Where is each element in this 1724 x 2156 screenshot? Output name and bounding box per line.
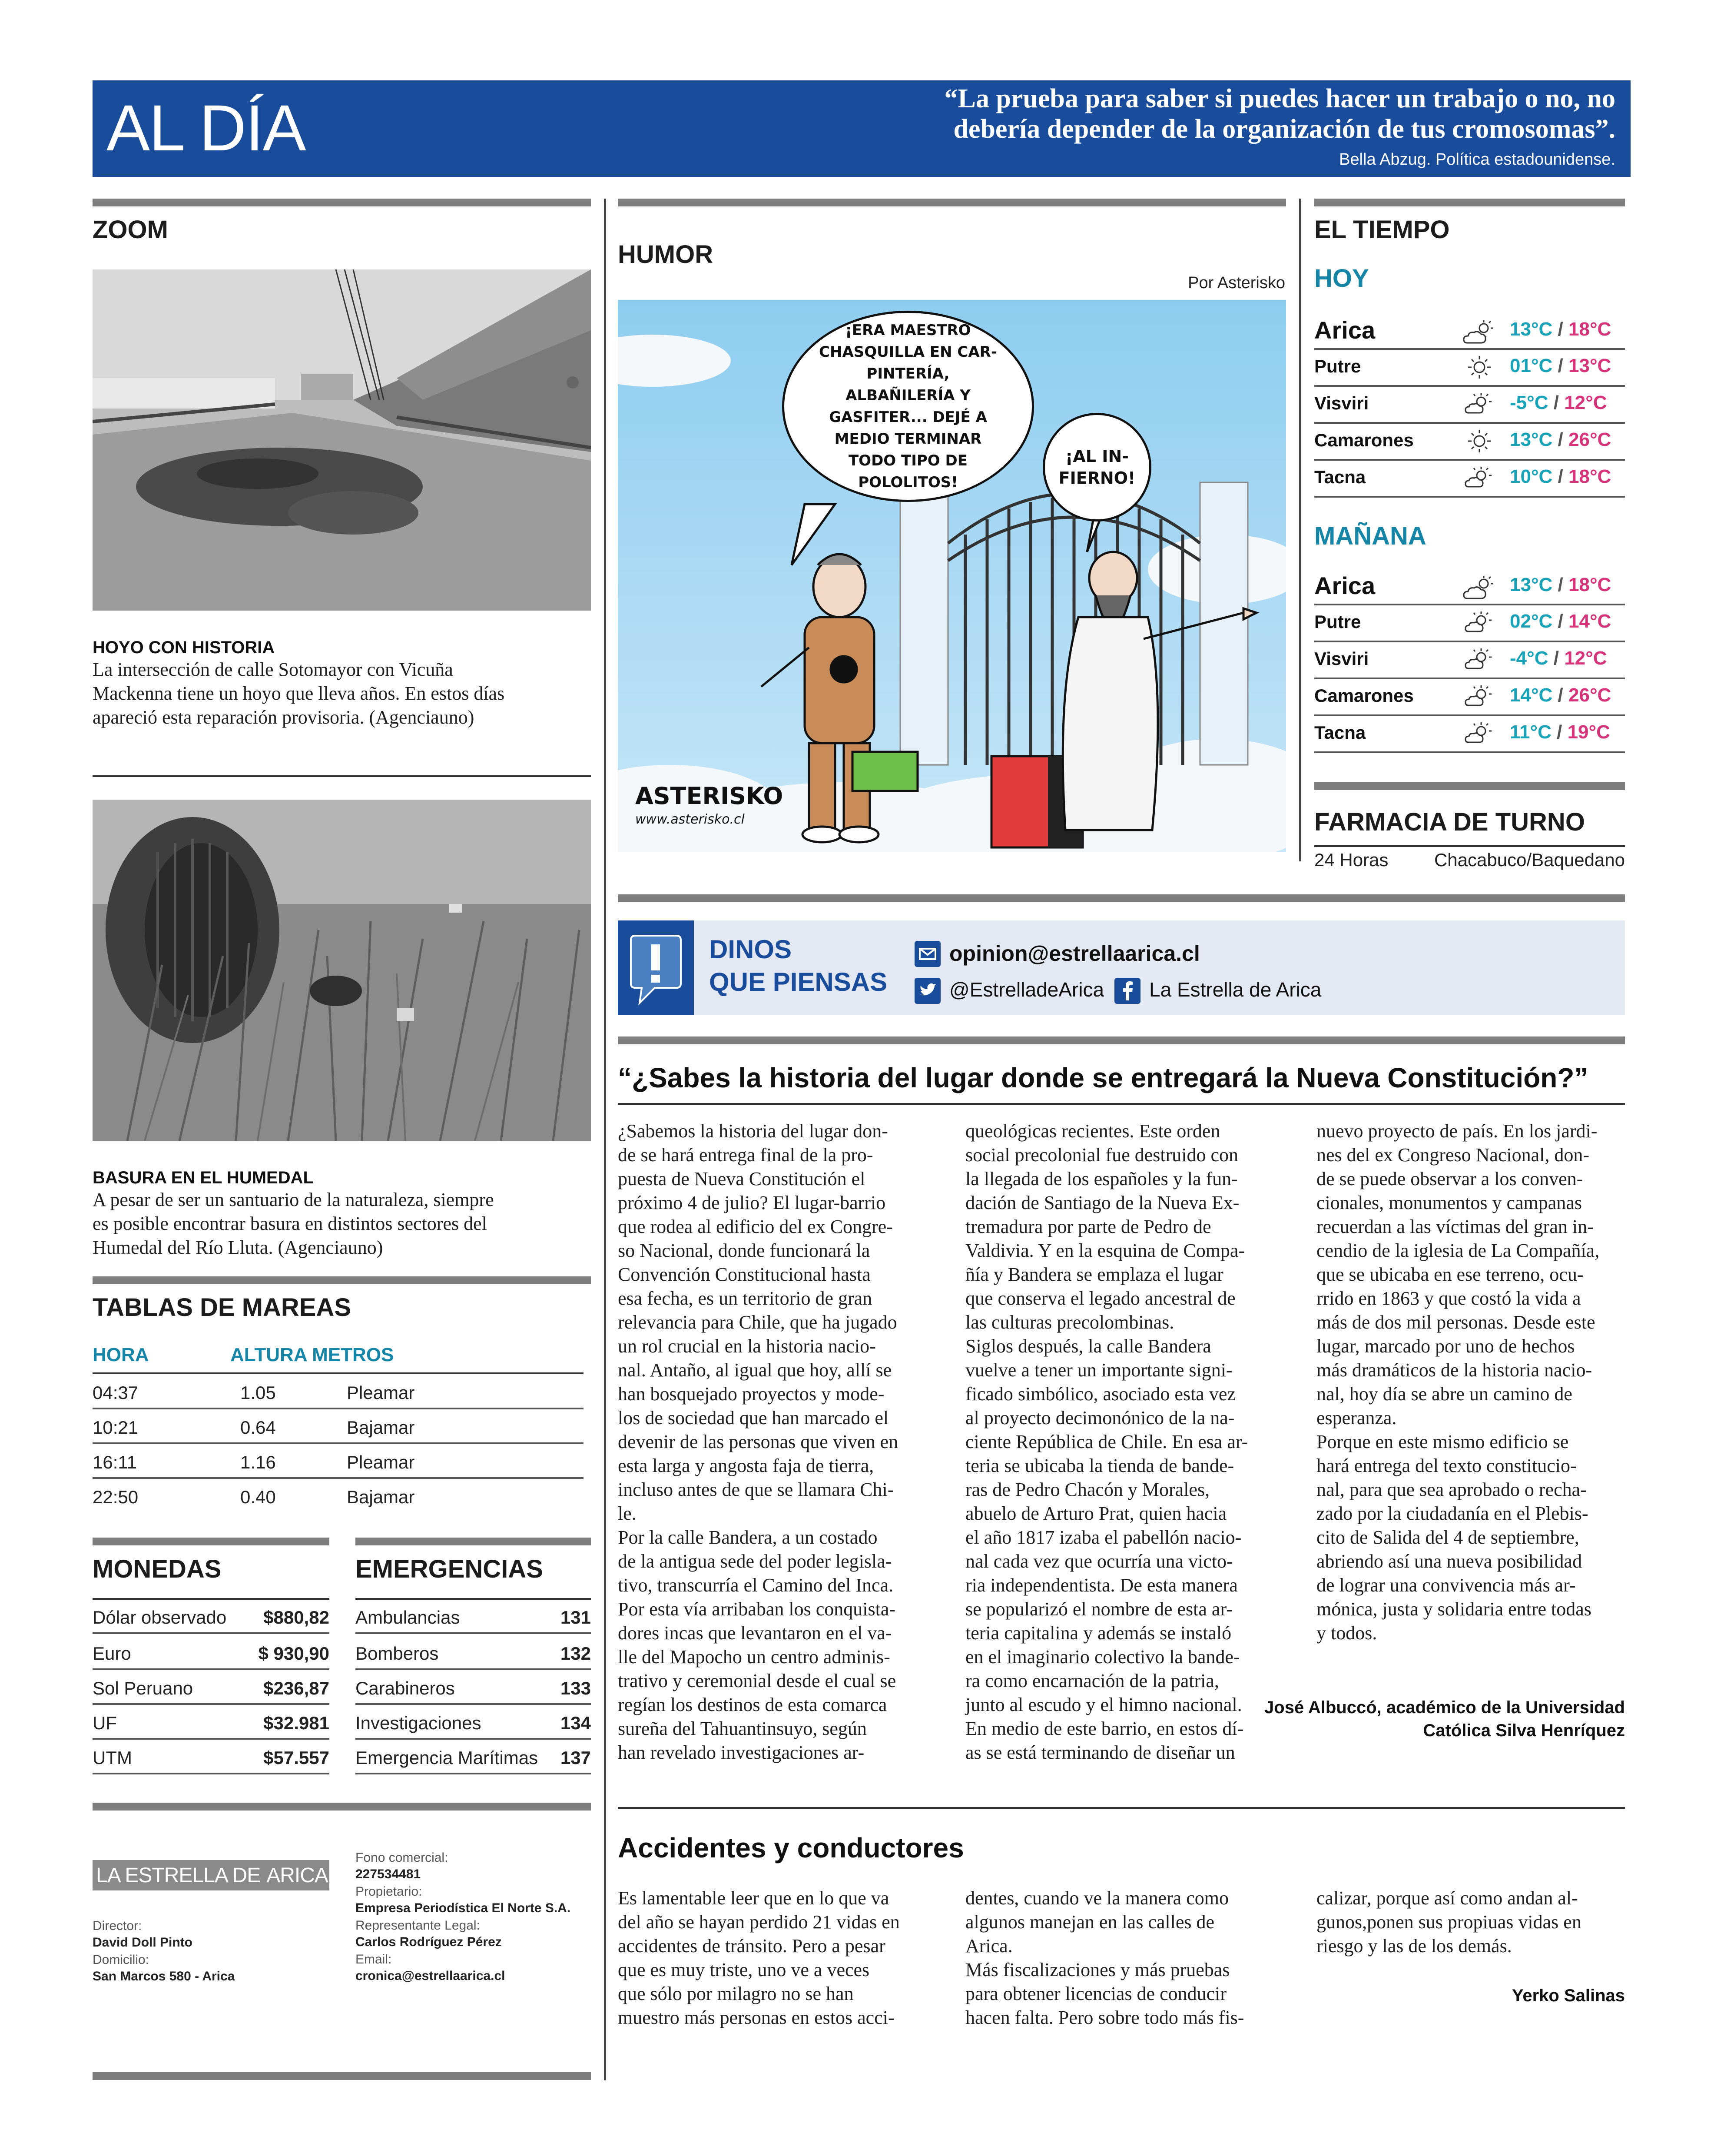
- text-line: devenir de las personas que viven en: [618, 1431, 898, 1452]
- text-line: cendio de la iglesia de La Compañía,: [1316, 1240, 1600, 1261]
- monedas-row: Sol Peruano $236,87: [93, 1670, 329, 1705]
- weather-city: Tacna: [1314, 467, 1366, 487]
- monedas-row: UF $32.981: [93, 1705, 329, 1740]
- temp-max: 18°C: [1568, 574, 1611, 595]
- text-line: cito de Salida del 4 de septiembre,: [1316, 1527, 1579, 1548]
- mareas-col-hora: HORA: [93, 1344, 149, 1365]
- weather-row: [1314, 679, 1625, 716]
- text-line: que conserva el legado ancestral de: [965, 1288, 1236, 1309]
- text-line: vuelve a tener un importante signi-: [965, 1359, 1233, 1381]
- text-line: próximo 4 de julio? El lugar-barrio: [618, 1192, 886, 1213]
- dinos-facebook[interactable]: La Estrella de Arica: [1149, 978, 1322, 1001]
- text-line: la llegada de los españoles y la fun-: [965, 1168, 1238, 1189]
- zoom-item1-title: HOYO CON HISTORIA: [93, 638, 275, 657]
- text-line: Siglos después, la calle Bandera: [965, 1335, 1211, 1357]
- temp-max: 26°C: [1568, 429, 1611, 450]
- text-line: esa fecha, es un territorio de gran: [618, 1288, 872, 1309]
- text-line: ¿Sabemos la historia del lugar don-: [618, 1120, 888, 1142]
- cartoon-signature: ASTERISKO: [635, 782, 783, 810]
- masthead-top-rule: [93, 1803, 591, 1811]
- weather-row: [1314, 350, 1625, 387]
- email-value: cronica@estrellaarica.cl: [355, 1969, 505, 1983]
- section-title: AL DÍA: [106, 91, 305, 164]
- monedas-top-rule: [93, 1538, 329, 1545]
- text-line: las culturas precolombinas.: [965, 1312, 1174, 1333]
- zoom-top-rule: [93, 199, 591, 206]
- temp-min: 13°C: [1510, 574, 1553, 595]
- text-line: han revelado investigaciones ar-: [618, 1742, 865, 1763]
- text-line: Es lamentable leer que en lo que va: [618, 1887, 889, 1909]
- text-line: nal, para que sea aprobado o recha-: [1316, 1479, 1587, 1500]
- monedas-title: MONEDAS: [93, 1555, 222, 1583]
- emergencias-title: EMERGENCIAS: [355, 1555, 543, 1583]
- text-line: esta larga y angosta faja de tierra,: [618, 1455, 874, 1476]
- zoom-divider: [93, 775, 591, 777]
- temp-min: 13°C: [1510, 319, 1553, 340]
- column-top-rule: [618, 1036, 1625, 1044]
- farmacia-location: Chacabuco/Baquedano: [1434, 850, 1625, 870]
- text-line: so Nacional, donde funcionará la: [618, 1240, 870, 1261]
- text-line: sureña del Tahuantinsuyo, según: [618, 1718, 867, 1739]
- temp-max: 18°C: [1568, 466, 1611, 487]
- letter-text-col1: [618, 1886, 948, 2030]
- text-line: los de sociedad que han marcado el: [618, 1407, 889, 1428]
- text-line: que se ubicaba en ese terreno, ocu-: [1316, 1264, 1584, 1285]
- weather-city: Arica: [1314, 572, 1376, 599]
- fono-label: Fono comercial:: [355, 1850, 448, 1865]
- zoom-title: ZOOM: [93, 216, 168, 244]
- weather-city: Camarones: [1314, 430, 1414, 450]
- column-separator-right: [1299, 199, 1301, 861]
- text-line: calizar, porque así como andan al-: [1316, 1887, 1578, 1909]
- sun-cloud-icon: [1462, 391, 1497, 417]
- emergencias-top-rule: [355, 1538, 591, 1545]
- weather-row: [1314, 642, 1625, 679]
- text-line: queológicas recientes. Este orden: [965, 1120, 1220, 1142]
- text-line: gunos,ponen sus propiuas vidas en: [1316, 1911, 1581, 1933]
- text-line: que es muy triste, uno ve a veces: [618, 1959, 870, 1980]
- temp-min: -5°C: [1510, 392, 1548, 413]
- weather-row: [1314, 605, 1625, 642]
- text-line: accidentes de tránsito. Pero a pesar: [618, 1935, 885, 1957]
- propietario-label: Propietario:: [355, 1884, 422, 1899]
- column-separator-left: [604, 199, 606, 2080]
- text-line: el año 1817 izaba el pabellón nacio-: [965, 1527, 1242, 1548]
- dinos-email[interactable]: opinion@estrellaarica.cl: [949, 941, 1200, 966]
- mareas-row: 10:21 0.64 Bajamar: [93, 1409, 584, 1444]
- text-line: as se está terminando de diseñar un: [965, 1742, 1235, 1763]
- mareas-row: 16:11 1.16 Pleamar: [93, 1444, 584, 1479]
- text-line: ra como encarnación de la patria,: [965, 1670, 1219, 1691]
- email-label: Email:: [355, 1952, 392, 1967]
- zoom-item2-title: BASURA EN EL HUMEDAL: [93, 1168, 314, 1187]
- cartoon-speech-bubble-angel: ¡AL IN-FIERNO!: [1043, 413, 1151, 522]
- sun-icon: [1462, 354, 1497, 380]
- text-line: Porque en este mismo edificio se: [1316, 1431, 1569, 1452]
- text-line: ciente República de Chile. En esa ar-: [965, 1431, 1248, 1452]
- weather-city: Putre: [1314, 611, 1361, 632]
- tiempo-top-rule: [1314, 199, 1625, 206]
- farmacia-rule: [1314, 845, 1625, 847]
- text-line: tivo, transcurría el Camino del Inca.: [618, 1575, 894, 1596]
- column-text-col1: [618, 1119, 948, 1764]
- column-title-rule: [618, 1103, 1625, 1105]
- text-line: tremadura por parte de Pedro de: [965, 1216, 1211, 1237]
- letter-title: Accidentes y conductores: [618, 1832, 964, 1864]
- text-line: algunos manejan en las calles de: [965, 1911, 1215, 1933]
- text-line: que rodea al edificio del ex Congre-: [618, 1216, 893, 1237]
- sun-cloud-icon: [1462, 610, 1497, 636]
- column-author-line2: Católica Silva Henríquez: [1423, 1721, 1625, 1740]
- mareas-title: TABLAS DE MAREAS: [93, 1293, 351, 1322]
- text-line: lugar, marcado por uno de hechos: [1316, 1335, 1575, 1357]
- letter-text-col2: [965, 1886, 1296, 2030]
- humor-byline: Por Asterisko: [1188, 274, 1285, 292]
- text-line: junto al escudo y el himno nacional.: [965, 1694, 1242, 1715]
- sun-cloud-icon: [1462, 721, 1497, 747]
- text-line: que sólo por milagro no se han: [618, 1983, 854, 2004]
- sun-icon: [1462, 428, 1497, 454]
- temp-max: 19°C: [1567, 721, 1610, 743]
- text-line: del año se hayan perdido 21 vidas en: [618, 1911, 900, 1933]
- weather-city: Arica: [1314, 316, 1376, 344]
- text-line: ficado simbólico, asociado esta vez: [965, 1383, 1236, 1405]
- domicilio-value: San Marcos 580 - Arica: [93, 1969, 235, 1983]
- header-quote-line2: debería depender de la organización de tus cromosomas”.: [953, 114, 1615, 144]
- text-line: Valdivia. Y en la esquina de Compa-: [965, 1240, 1245, 1261]
- legal-value: Carlos Rodríguez Pérez: [355, 1935, 502, 1949]
- text-line: Convención Constitucional hasta: [618, 1264, 871, 1285]
- text-line: puesta de Nueva Constitución el: [618, 1168, 865, 1189]
- humor-title: HUMOR: [618, 240, 713, 269]
- text-line: se popularizó el nombre de esta ar-: [965, 1598, 1233, 1620]
- tiempo-hoy-label: HOY: [1314, 264, 1369, 292]
- weather-row: [1314, 306, 1625, 350]
- tiempo-manana-label: MAÑANA: [1314, 522, 1426, 550]
- text-line: incluso antes de que se llamara Chi-: [618, 1479, 894, 1500]
- weather-temp: 02°C / 14°C: [1510, 611, 1611, 632]
- text-line: relevancia para Chile, que ha jugado: [618, 1312, 897, 1333]
- weather-temp: 13°C / 18°C: [1510, 574, 1611, 595]
- mareas-row: 04:37 1.05 Pleamar: [93, 1375, 584, 1409]
- weather-row: [1314, 424, 1625, 461]
- weather-city: Putre: [1314, 356, 1361, 376]
- text-line: hacen falta. Pero sobre todo más fis-: [965, 2007, 1244, 2028]
- header-quote-line1: “La prueba para saber si puedes hacer un trabajo o no, no: [944, 84, 1615, 113]
- weather-row: [1314, 716, 1625, 753]
- text-line: muestro más personas en estos acci-: [618, 2007, 895, 2028]
- text-line: nuevo proyecto de país. En los jardi-: [1316, 1120, 1598, 1142]
- letter-top-rule: [618, 1807, 1625, 1809]
- weather-temp: 13°C / 18°C: [1510, 319, 1611, 340]
- text-line: un rol crucial en la historia nacio-: [618, 1335, 876, 1357]
- weather-row: [1314, 461, 1625, 498]
- text-line: cionales, monumentos y campanas: [1316, 1192, 1582, 1213]
- text-line: en el imaginario colectivo la bande-: [965, 1646, 1240, 1668]
- temp-max: 18°C: [1568, 319, 1611, 340]
- text-line: han bosquejado proyectos y mode-: [618, 1383, 885, 1405]
- text-line: trativo y ceremonial desde el cual se: [618, 1670, 896, 1691]
- text-line: ria independentista. De esta manera: [965, 1575, 1238, 1596]
- weather-city: Visviri: [1314, 393, 1369, 413]
- sun-cloud-icon: [1462, 465, 1497, 491]
- text-line: más de dos mil personas. Desde este: [1316, 1312, 1595, 1333]
- cartoon-speech-bubble-worker: ¡ERA MAESTRO CHASQUILLA EN CAR-PINTERÍA, ALBAÑILERÍA Y GASFITER... DEJÉ A MEDIO TERMINAR TODO TIPO DE POLOLITOS!: [782, 311, 1034, 502]
- text-line: más dramáticos de la historia nacio-: [1316, 1359, 1592, 1381]
- text-line: Más fiscalizaciones y más pruebas: [965, 1959, 1230, 1980]
- fono-value: 227534481: [355, 1867, 421, 1881]
- weather-temp: -4°C / 12°C: [1510, 648, 1607, 669]
- tiempo-title: EL TIEMPO: [1314, 216, 1450, 244]
- text-line: ras de Pedro Chacón y Morales,: [965, 1479, 1210, 1500]
- text-line: abuelo de Arturo Prat, quien hacia: [965, 1503, 1227, 1524]
- weather-city: Tacna: [1314, 722, 1366, 743]
- weather-temp: -5°C / 12°C: [1510, 392, 1607, 413]
- emergencias-row: Ambulancias 131: [355, 1599, 591, 1634]
- mareas-top-rule: [93, 1276, 591, 1284]
- text-line: En medio de este barrio, en estos dí-: [965, 1718, 1244, 1739]
- wetland-trash-photo: [93, 800, 591, 1141]
- director-label: Director:: [93, 1919, 142, 1933]
- mareas-col-altura: ALTURA METROS: [230, 1344, 394, 1365]
- header-quote-author: Bella Abzug. Política estadounidense.: [1339, 150, 1615, 169]
- dinos-twitter[interactable]: @EstrelladeArica: [949, 978, 1104, 1001]
- text-line: esperanza.: [1316, 1407, 1397, 1428]
- weather-temp: 10°C / 18°C: [1510, 466, 1611, 487]
- monedas-row: Euro $ 930,90: [93, 1635, 329, 1670]
- farmacia-hours: 24 Horas: [1314, 850, 1389, 870]
- text-line: de se puede observar a los conven-: [1316, 1168, 1583, 1189]
- text-line: de la antigua sede del poder legisla-: [618, 1551, 892, 1572]
- domicilio-label: Domicilio:: [93, 1953, 149, 1967]
- text-line: nal cada vez que ocurría una victo-: [965, 1551, 1233, 1572]
- text-line: dentes, cuando ve la manera como: [965, 1887, 1229, 1909]
- weather-temp: 01°C / 13°C: [1510, 355, 1611, 376]
- text-line: para obtener licencias de conducir: [965, 1983, 1227, 2004]
- text-line: nal, hoy día se abre un camino de: [1316, 1383, 1572, 1405]
- text-line: ñía y Bandera se emplaza el lugar: [965, 1264, 1223, 1285]
- text-line: Arica.: [965, 1935, 1013, 1957]
- text-line: teria capitalina y además se instaló: [965, 1622, 1232, 1644]
- emergencias-row: Emergencia Marítimas 137: [355, 1740, 591, 1774]
- text-line: riesgo y las de los demás.: [1316, 1935, 1512, 1957]
- text-line: teria se ubicaba la tienda de bande-: [965, 1455, 1234, 1476]
- text-line: nes del ex Congreso Nacional, don-: [1316, 1144, 1590, 1166]
- text-line: regían los destinos de esta comarca: [618, 1694, 887, 1715]
- farmacia-top-rule: [1314, 782, 1625, 790]
- temp-min: -4°C: [1510, 648, 1548, 669]
- temp-max: 26°C: [1568, 684, 1611, 706]
- letter-author: Yerko Salinas: [1512, 1986, 1625, 2005]
- emergencias-row: Bomberos 132: [355, 1635, 591, 1670]
- dinos-line2: QUE PIENSAS: [709, 967, 888, 997]
- text-line: Por la calle Bandera, a un costado: [618, 1527, 878, 1548]
- farmacia-title: FARMACIA DE TURNO: [1314, 808, 1585, 836]
- column-author-line1: José Albuccó, académico de la Universidad: [1264, 1698, 1625, 1717]
- temp-max: 13°C: [1568, 355, 1611, 376]
- letter-text-col3: [1316, 1886, 1625, 1958]
- temp-min: 01°C: [1510, 355, 1553, 376]
- newspaper-logo: LA ESTRELLA DE ARICA: [93, 1860, 329, 1890]
- legal-label: Representante Legal:: [355, 1918, 480, 1933]
- text-line: recuerdan a las víctimas del gran in-: [1316, 1216, 1594, 1237]
- text-line: nal. Antaño, al igual que hoy, allí se: [618, 1359, 892, 1381]
- mareas-row: 22:50 0.40 Bajamar: [93, 1487, 415, 1507]
- page-bottom-rule: [93, 2072, 591, 2080]
- text-line: de se hará entrega final de la pro-: [618, 1144, 873, 1166]
- text-line: dores incas que levantaron en el va-: [618, 1622, 892, 1644]
- partly-cloudy-icon: [1462, 575, 1497, 601]
- column-text-col2: [965, 1119, 1296, 1764]
- partly-cloudy-icon: [1462, 319, 1497, 345]
- twitter-icon: [915, 978, 941, 1004]
- weather-row: [1314, 562, 1625, 605]
- sun-cloud-icon: [1462, 647, 1497, 673]
- text-line: zado por la ciudadanía en el Plebis-: [1316, 1503, 1588, 1524]
- text-line: social precolonial fue destruido con: [965, 1144, 1239, 1166]
- text-line: le.: [618, 1503, 637, 1524]
- monedas-row: UTM $57.557: [93, 1740, 329, 1774]
- column-title: “¿Sabes la historia del lugar donde se entregará la Nueva Constitución?”: [618, 1062, 1588, 1093]
- email-icon: [915, 941, 941, 967]
- dinos-top-rule: [618, 894, 1625, 902]
- emergencias-row: Carabineros 133: [355, 1670, 591, 1705]
- sun-cloud-icon: [1462, 684, 1497, 710]
- temp-min: 14°C: [1510, 684, 1553, 706]
- weather-temp: 13°C / 26°C: [1510, 429, 1611, 450]
- text-line: dación de Santiago de la Nueva Ex-: [965, 1192, 1240, 1213]
- text-line: lle del Mapocho un centro adminis-: [618, 1646, 890, 1668]
- text-line: Por esta vía arribaban los conquista-: [618, 1598, 896, 1620]
- text-line: abriendo así una nueva posibilidad: [1316, 1551, 1582, 1572]
- text-line: y todos.: [1316, 1622, 1377, 1644]
- text-line: al proyecto decimonónico de la na-: [965, 1407, 1235, 1428]
- temp-min: 02°C: [1510, 611, 1553, 632]
- propietario-value: Empresa Periodística El Norte S.A.: [355, 1901, 571, 1915]
- mareas-header-rule: [93, 1372, 584, 1374]
- temp-max: 12°C: [1564, 392, 1607, 413]
- dinos-line1: DINOS: [709, 935, 792, 964]
- zoom-item1-caption: La intersección de calle Sotomayor con Vicuña Mackenna tiene un hoyo que lleva años. En estos días apareció esta reparación provisoria. (Agenciauno): [93, 659, 505, 728]
- street-pothole-photo: [93, 269, 591, 611]
- weather-city: Camarones: [1314, 685, 1414, 706]
- text-line: de lograr una convivencia más ar-: [1316, 1575, 1576, 1596]
- text-line: rrido en 1863 y que costó la vida a: [1316, 1288, 1581, 1309]
- monedas-row: Dólar observado $880,82: [93, 1599, 329, 1634]
- temp-min: 13°C: [1510, 429, 1553, 450]
- director-name: David Doll Pinto: [93, 1935, 193, 1950]
- weather-row: [1314, 387, 1625, 424]
- exclamation-bubble-icon: [629, 931, 683, 1007]
- temp-max: 14°C: [1568, 611, 1611, 632]
- humor-top-rule: [618, 199, 1286, 206]
- facebook-icon: [1114, 978, 1140, 1004]
- weather-temp: 11°C / 19°C: [1510, 721, 1610, 743]
- column-text-col3: [1316, 1119, 1625, 1645]
- text-line: hará entrega del texto constitucio-: [1316, 1455, 1577, 1476]
- temp-max: 12°C: [1564, 648, 1607, 669]
- weather-temp: 14°C / 26°C: [1510, 684, 1611, 706]
- emergencias-row: Investigaciones 134: [355, 1705, 591, 1740]
- temp-min: 10°C: [1510, 466, 1553, 487]
- weather-city: Visviri: [1314, 648, 1369, 669]
- text-line: mónica, justa y solidaria entre todas: [1316, 1598, 1591, 1620]
- temp-min: 11°C: [1510, 721, 1552, 743]
- cartoon-site: www.asterisko.cl: [635, 812, 745, 827]
- zoom-item2-caption: A pesar de ser un santuario de la naturaleza, siempre es posible encontrar basura en distintos sectores del Humedal del Río Lluta. (Agenciauno): [93, 1189, 494, 1258]
